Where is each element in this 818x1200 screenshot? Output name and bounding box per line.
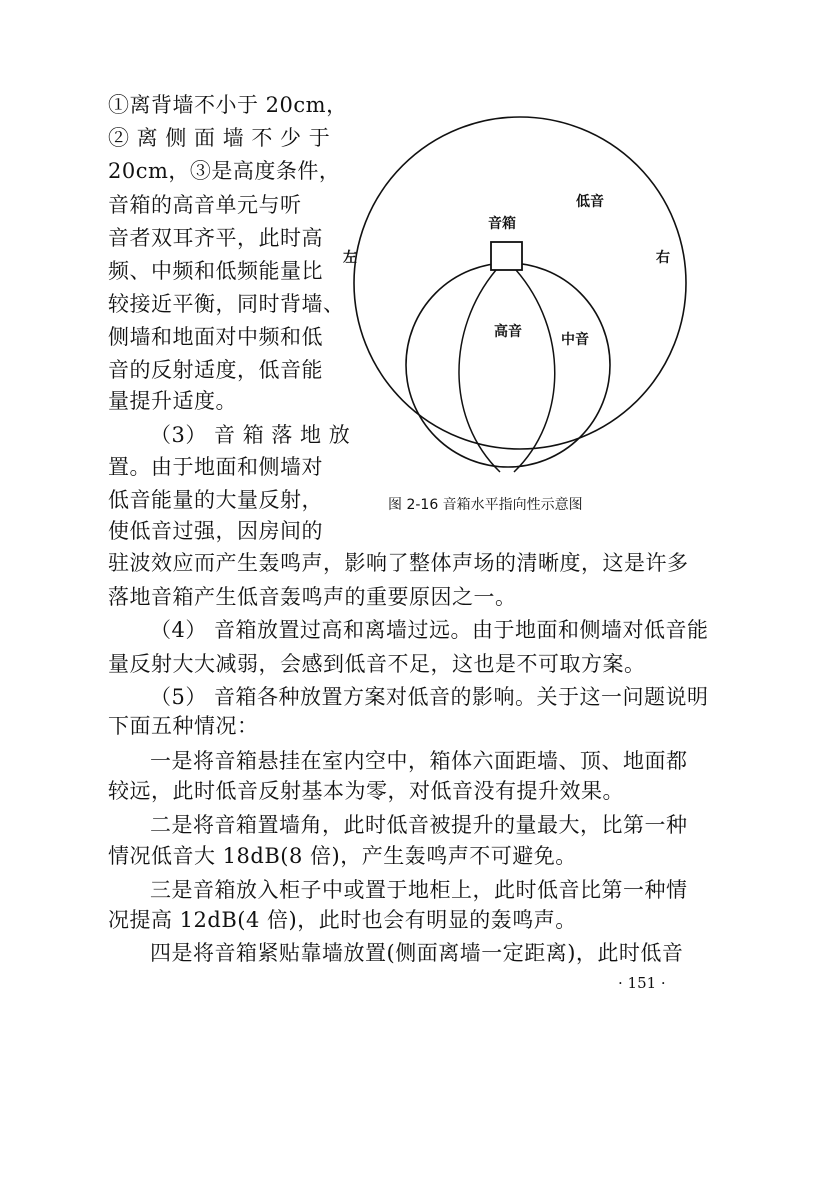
text-line: 较接近平衡，同时背墙、	[108, 292, 345, 316]
text-line: 下面五种情况：	[108, 714, 259, 738]
text-line: 一是将音箱悬挂在室内空中，箱体六面距墙、顶、地面都	[150, 749, 688, 773]
speaker-directivity-diagram	[336, 90, 716, 520]
text-line: ①离背墙不小于 20cm，	[108, 93, 348, 117]
text-line: 音箱的高音单元与听	[108, 193, 302, 217]
left-lobe-line	[459, 270, 500, 472]
label-bass: 低音	[576, 194, 604, 210]
text-line: 频、中频和低频能量比	[108, 259, 323, 283]
text-line: （5） 音箱各种放置方案对低音的影响。关于这一问题说明	[150, 685, 709, 709]
text-line: ② 离 侧 面 墙 不 少 于	[108, 126, 331, 150]
label-treble: 高音	[494, 324, 522, 340]
text-line: 音的反射适度，低音能	[108, 358, 323, 382]
text-line: 较远，此时低音反射基本为零，对低音没有提升效果。	[108, 779, 624, 803]
label-mid: 中音	[561, 332, 589, 348]
text-line: （3） 音 箱 落 地 放	[150, 423, 351, 447]
text-line: 驻波效应而产生轰鸣声，影响了整体声场的清晰度，这是许多	[108, 551, 689, 575]
right-lobe-line	[514, 270, 555, 472]
text-line: （4） 音箱放置过高和离墙过远。由于地面和侧墙对低音能	[150, 618, 709, 642]
text-line: 二是将音箱置墙角，此时低音被提升的量最大，比第一种	[150, 813, 688, 837]
bass-circle	[354, 117, 686, 449]
text-line: 20cm，③是高度条件，	[108, 159, 341, 183]
text-line: 三是音箱放入柜子中或置于地柜上，此时低音比第一种情	[150, 878, 688, 902]
text-line: 低音能量的大量反射，	[108, 488, 323, 512]
label-right: 右	[656, 250, 670, 266]
text-line: 四是将音箱紧贴靠墙放置(侧面离墙一定距离)，此时低音	[150, 941, 684, 965]
figure-caption: 图 2-16 音箱水平指向性示意图	[388, 497, 583, 513]
text-line: 量反射大大减弱，会感到低音不足，这也是不可取方案。	[108, 652, 646, 676]
text-line: 落地音箱产生低音轰鸣声的重要原因之一。	[108, 585, 517, 609]
text-line: 使低音过强，因房间的	[108, 519, 323, 543]
label-speaker: 音箱	[488, 216, 516, 232]
text-line: 侧墙和地面对中频和低	[108, 325, 323, 349]
text-line: 况提高 12dB(4 倍)，此时也会有明显的轰鸣声。	[108, 908, 577, 932]
speaker-box	[491, 242, 522, 270]
label-left: 左	[343, 250, 357, 266]
text-line: 量提升适度。	[108, 389, 237, 413]
page-number: · 151 ·	[618, 974, 666, 992]
treble-circle	[406, 263, 610, 467]
text-line: 音者双耳齐平，此时高	[108, 226, 323, 250]
text-line: 情况低音大 18dB(8 倍)，产生轰鸣声不可避免。	[108, 844, 577, 868]
text-line: 置。由于地面和侧墙对	[108, 455, 323, 479]
